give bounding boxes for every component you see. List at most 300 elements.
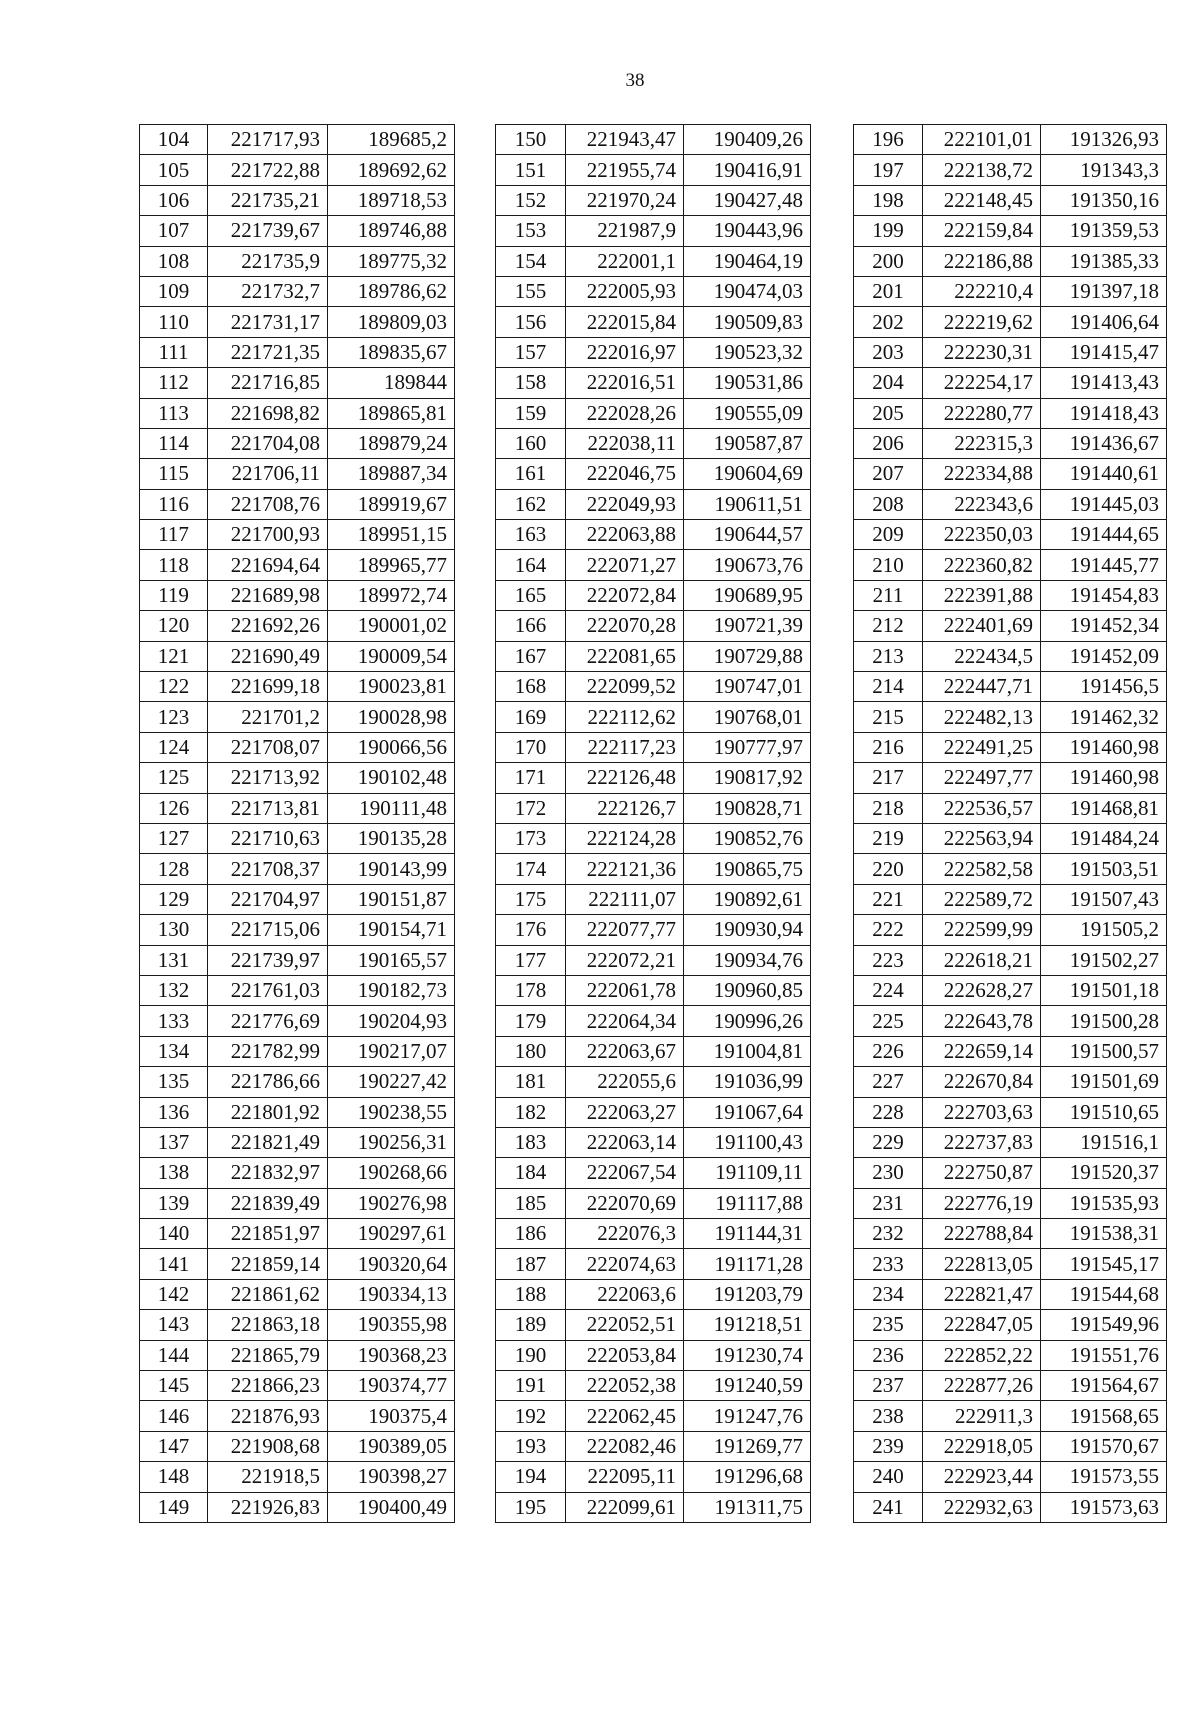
y-coordinate-cell: 191067,64 xyxy=(684,1097,811,1127)
x-coordinate-cell: 222126,48 xyxy=(566,763,684,793)
x-coordinate-cell: 221692,26 xyxy=(208,611,328,641)
x-coordinate-cell: 222918,05 xyxy=(923,1431,1041,1461)
table-row xyxy=(140,1340,455,1370)
y-coordinate-cell: 190389,05 xyxy=(328,1431,455,1461)
table-row xyxy=(140,763,455,793)
point-number-cell: 141 xyxy=(140,1249,208,1279)
table-row xyxy=(854,732,1167,762)
x-coordinate-cell: 222076,3 xyxy=(566,1219,684,1249)
point-number-cell: 229 xyxy=(854,1127,923,1157)
point-number-cell: 161 xyxy=(496,459,566,489)
x-coordinate-cell: 222074,63 xyxy=(566,1249,684,1279)
x-coordinate-cell: 222053,84 xyxy=(566,1340,684,1370)
table-row xyxy=(496,1492,811,1522)
point-number-cell: 227 xyxy=(854,1067,923,1097)
y-coordinate-cell: 189965,77 xyxy=(328,550,455,580)
point-number-cell: 126 xyxy=(140,793,208,823)
x-coordinate-cell: 221776,69 xyxy=(208,1006,328,1036)
y-coordinate-cell: 189887,34 xyxy=(328,459,455,489)
point-number-cell: 176 xyxy=(496,915,566,945)
x-coordinate-cell: 221918,5 xyxy=(208,1462,328,1492)
x-coordinate-cell: 221908,68 xyxy=(208,1431,328,1461)
point-number-cell: 205 xyxy=(854,398,923,428)
table-row xyxy=(140,1036,455,1066)
point-number-cell: 106 xyxy=(140,185,208,215)
y-coordinate-cell: 191468,81 xyxy=(1041,793,1167,823)
y-coordinate-cell: 190747,01 xyxy=(684,672,811,702)
y-coordinate-cell: 191503,51 xyxy=(1041,854,1167,884)
table-row xyxy=(854,1036,1167,1066)
point-number-cell: 151 xyxy=(496,155,566,185)
table-row xyxy=(140,1492,455,1522)
x-coordinate-cell: 222101,01 xyxy=(923,125,1041,155)
point-number-cell: 188 xyxy=(496,1279,566,1309)
x-coordinate-cell: 221710,63 xyxy=(208,823,328,853)
y-coordinate-cell: 191440,61 xyxy=(1041,459,1167,489)
x-coordinate-cell: 222016,51 xyxy=(566,368,684,398)
table-row xyxy=(496,1401,811,1431)
x-coordinate-cell: 222628,27 xyxy=(923,975,1041,1005)
point-number-cell: 119 xyxy=(140,580,208,610)
point-number-cell: 109 xyxy=(140,276,208,306)
y-coordinate-cell: 190151,87 xyxy=(328,884,455,914)
table-row xyxy=(854,854,1167,884)
point-number-cell: 146 xyxy=(140,1401,208,1431)
point-number-cell: 136 xyxy=(140,1097,208,1127)
table-row xyxy=(496,1371,811,1401)
x-coordinate-cell: 222563,94 xyxy=(923,823,1041,853)
point-number-cell: 112 xyxy=(140,368,208,398)
point-number-cell: 192 xyxy=(496,1401,566,1431)
y-coordinate-cell: 190930,94 xyxy=(684,915,811,945)
point-number-cell: 240 xyxy=(854,1462,923,1492)
y-coordinate-cell: 191350,16 xyxy=(1041,185,1167,215)
table-row xyxy=(854,398,1167,428)
y-coordinate-cell: 190865,75 xyxy=(684,854,811,884)
table-row xyxy=(854,276,1167,306)
y-coordinate-cell: 191573,63 xyxy=(1041,1492,1167,1522)
y-coordinate-cell: 191500,57 xyxy=(1041,1036,1167,1066)
table-row xyxy=(854,1279,1167,1309)
x-coordinate-cell: 221732,7 xyxy=(208,276,328,306)
y-coordinate-cell: 190523,32 xyxy=(684,337,811,367)
y-coordinate-cell: 191545,17 xyxy=(1041,1249,1167,1279)
table-row xyxy=(854,1371,1167,1401)
y-coordinate-cell: 190555,09 xyxy=(684,398,811,428)
table-row xyxy=(496,276,811,306)
y-coordinate-cell: 190721,39 xyxy=(684,611,811,641)
x-coordinate-cell: 222434,5 xyxy=(923,641,1041,671)
point-number-cell: 212 xyxy=(854,611,923,641)
x-coordinate-cell: 222124,28 xyxy=(566,823,684,853)
table-row xyxy=(140,155,455,185)
point-number-cell: 169 xyxy=(496,702,566,732)
point-number-cell: 237 xyxy=(854,1371,923,1401)
point-number-cell: 200 xyxy=(854,246,923,276)
y-coordinate-cell: 190143,99 xyxy=(328,854,455,884)
x-coordinate-cell: 222932,63 xyxy=(923,1492,1041,1522)
point-number-cell: 179 xyxy=(496,1006,566,1036)
x-coordinate-cell: 222052,38 xyxy=(566,1371,684,1401)
y-coordinate-cell: 190111,48 xyxy=(328,793,455,823)
y-coordinate-cell: 191109,11 xyxy=(684,1158,811,1188)
point-number-cell: 238 xyxy=(854,1401,923,1431)
y-coordinate-cell: 190028,98 xyxy=(328,702,455,732)
point-number-cell: 186 xyxy=(496,1219,566,1249)
point-number-cell: 123 xyxy=(140,702,208,732)
coordinates-table-1 xyxy=(139,124,455,1523)
x-coordinate-cell: 221708,76 xyxy=(208,489,328,519)
x-coordinate-cell: 222070,69 xyxy=(566,1188,684,1218)
table-row xyxy=(496,915,811,945)
x-coordinate-cell: 222230,31 xyxy=(923,337,1041,367)
point-number-cell: 142 xyxy=(140,1279,208,1309)
x-coordinate-cell: 222813,05 xyxy=(923,1249,1041,1279)
point-number-cell: 118 xyxy=(140,550,208,580)
table-row xyxy=(140,823,455,853)
y-coordinate-cell: 191296,68 xyxy=(684,1462,811,1492)
table-row xyxy=(140,915,455,945)
point-number-cell: 165 xyxy=(496,580,566,610)
y-coordinate-cell: 190852,76 xyxy=(684,823,811,853)
x-coordinate-cell: 221863,18 xyxy=(208,1310,328,1340)
table-row xyxy=(140,1401,455,1431)
table-row xyxy=(496,641,811,671)
y-coordinate-cell: 191445,03 xyxy=(1041,489,1167,519)
x-coordinate-cell: 222911,3 xyxy=(923,1401,1041,1431)
point-number-cell: 185 xyxy=(496,1188,566,1218)
x-coordinate-cell: 222350,03 xyxy=(923,520,1041,550)
y-coordinate-cell: 191413,43 xyxy=(1041,368,1167,398)
x-coordinate-cell: 222877,26 xyxy=(923,1371,1041,1401)
y-coordinate-cell: 191452,34 xyxy=(1041,611,1167,641)
x-coordinate-cell: 222582,58 xyxy=(923,854,1041,884)
x-coordinate-cell: 221943,47 xyxy=(566,125,684,155)
point-number-cell: 202 xyxy=(854,307,923,337)
table-row xyxy=(140,1067,455,1097)
table-row xyxy=(496,1279,811,1309)
x-coordinate-cell: 221704,08 xyxy=(208,428,328,458)
table-row xyxy=(854,702,1167,732)
x-coordinate-cell: 222063,88 xyxy=(566,520,684,550)
table-row xyxy=(854,793,1167,823)
y-coordinate-cell: 191326,93 xyxy=(1041,125,1167,155)
y-coordinate-cell: 190135,28 xyxy=(328,823,455,853)
coordinates-table-3 xyxy=(853,124,1167,1523)
table-row xyxy=(496,459,811,489)
y-coordinate-cell: 190276,98 xyxy=(328,1188,455,1218)
table-row xyxy=(496,1219,811,1249)
point-number-cell: 233 xyxy=(854,1249,923,1279)
table-row xyxy=(854,884,1167,914)
table-row xyxy=(140,1127,455,1157)
table-row xyxy=(854,1310,1167,1340)
point-number-cell: 224 xyxy=(854,975,923,1005)
table-row xyxy=(854,1188,1167,1218)
point-number-cell: 163 xyxy=(496,520,566,550)
point-number-cell: 218 xyxy=(854,793,923,823)
x-coordinate-cell: 221704,97 xyxy=(208,884,328,914)
y-coordinate-cell: 191454,83 xyxy=(1041,580,1167,610)
y-coordinate-cell: 190238,55 xyxy=(328,1097,455,1127)
x-coordinate-cell: 222028,26 xyxy=(566,398,684,428)
point-number-cell: 111 xyxy=(140,337,208,367)
point-number-cell: 206 xyxy=(854,428,923,458)
y-coordinate-cell: 191359,53 xyxy=(1041,216,1167,246)
point-number-cell: 175 xyxy=(496,884,566,914)
point-number-cell: 116 xyxy=(140,489,208,519)
x-coordinate-cell: 221699,18 xyxy=(208,672,328,702)
point-number-cell: 180 xyxy=(496,1036,566,1066)
x-coordinate-cell: 221708,07 xyxy=(208,732,328,762)
table-row xyxy=(854,368,1167,398)
point-number-cell: 174 xyxy=(496,854,566,884)
table-row xyxy=(854,975,1167,1005)
y-coordinate-cell: 191117,88 xyxy=(684,1188,811,1218)
x-coordinate-cell: 222067,54 xyxy=(566,1158,684,1188)
table-row xyxy=(496,823,811,853)
point-number-cell: 196 xyxy=(854,125,923,155)
table-row xyxy=(854,1249,1167,1279)
x-coordinate-cell: 221832,97 xyxy=(208,1158,328,1188)
point-number-cell: 177 xyxy=(496,945,566,975)
x-coordinate-cell: 222049,93 xyxy=(566,489,684,519)
table-row xyxy=(496,520,811,550)
x-coordinate-cell: 222126,7 xyxy=(566,793,684,823)
y-coordinate-cell: 191203,79 xyxy=(684,1279,811,1309)
point-number-cell: 182 xyxy=(496,1097,566,1127)
x-coordinate-cell: 222750,87 xyxy=(923,1158,1041,1188)
point-number-cell: 157 xyxy=(496,337,566,367)
table-row xyxy=(140,1188,455,1218)
x-coordinate-cell: 222046,75 xyxy=(566,459,684,489)
y-coordinate-cell: 190611,51 xyxy=(684,489,811,519)
table-row xyxy=(496,1036,811,1066)
x-coordinate-cell: 221926,83 xyxy=(208,1492,328,1522)
x-coordinate-cell: 222082,46 xyxy=(566,1431,684,1461)
table-row xyxy=(496,884,811,914)
table-row xyxy=(140,428,455,458)
table-row xyxy=(854,823,1167,853)
point-number-cell: 197 xyxy=(854,155,923,185)
point-number-cell: 219 xyxy=(854,823,923,853)
table-row xyxy=(496,155,811,185)
y-coordinate-cell: 190204,93 xyxy=(328,1006,455,1036)
point-number-cell: 139 xyxy=(140,1188,208,1218)
point-number-cell: 170 xyxy=(496,732,566,762)
x-coordinate-cell: 221690,49 xyxy=(208,641,328,671)
x-coordinate-cell: 221987,9 xyxy=(566,216,684,246)
y-coordinate-cell: 190001,02 xyxy=(328,611,455,641)
y-coordinate-cell: 191452,09 xyxy=(1041,641,1167,671)
y-coordinate-cell: 190427,48 xyxy=(684,185,811,215)
y-coordinate-cell: 191462,32 xyxy=(1041,702,1167,732)
y-coordinate-cell: 190009,54 xyxy=(328,641,455,671)
table-row xyxy=(854,1340,1167,1370)
point-number-cell: 228 xyxy=(854,1097,923,1127)
point-number-cell: 187 xyxy=(496,1249,566,1279)
y-coordinate-cell: 191460,98 xyxy=(1041,763,1167,793)
point-number-cell: 225 xyxy=(854,1006,923,1036)
y-coordinate-cell: 190531,86 xyxy=(684,368,811,398)
table-row xyxy=(496,854,811,884)
point-number-cell: 122 xyxy=(140,672,208,702)
point-number-cell: 108 xyxy=(140,246,208,276)
point-number-cell: 166 xyxy=(496,611,566,641)
y-coordinate-cell: 190673,76 xyxy=(684,550,811,580)
y-coordinate-cell: 191568,65 xyxy=(1041,1401,1167,1431)
point-number-cell: 138 xyxy=(140,1158,208,1188)
point-number-cell: 168 xyxy=(496,672,566,702)
point-number-cell: 152 xyxy=(496,185,566,215)
point-number-cell: 190 xyxy=(496,1340,566,1370)
point-number-cell: 235 xyxy=(854,1310,923,1340)
y-coordinate-cell: 191397,18 xyxy=(1041,276,1167,306)
point-number-cell: 171 xyxy=(496,763,566,793)
y-coordinate-cell: 190256,31 xyxy=(328,1127,455,1157)
x-coordinate-cell: 222159,84 xyxy=(923,216,1041,246)
x-coordinate-cell: 222148,45 xyxy=(923,185,1041,215)
x-coordinate-cell: 222072,21 xyxy=(566,945,684,975)
table-row xyxy=(140,1462,455,1492)
point-number-cell: 125 xyxy=(140,763,208,793)
point-number-cell: 220 xyxy=(854,854,923,884)
table-row xyxy=(140,276,455,306)
x-coordinate-cell: 221715,06 xyxy=(208,915,328,945)
y-coordinate-cell: 190066,56 xyxy=(328,732,455,762)
x-coordinate-cell: 222186,88 xyxy=(923,246,1041,276)
y-coordinate-cell: 191311,75 xyxy=(684,1492,811,1522)
x-coordinate-cell: 222737,83 xyxy=(923,1127,1041,1157)
table-row xyxy=(496,125,811,155)
point-number-cell: 149 xyxy=(140,1492,208,1522)
x-coordinate-cell: 221761,03 xyxy=(208,975,328,1005)
point-number-cell: 144 xyxy=(140,1340,208,1370)
point-number-cell: 115 xyxy=(140,459,208,489)
table-row xyxy=(140,975,455,1005)
point-number-cell: 214 xyxy=(854,672,923,702)
table-row xyxy=(140,1006,455,1036)
table-row xyxy=(140,185,455,215)
x-coordinate-cell: 222847,05 xyxy=(923,1310,1041,1340)
table-row xyxy=(496,368,811,398)
x-coordinate-cell: 222659,14 xyxy=(923,1036,1041,1066)
page-number: 38 xyxy=(625,70,645,91)
y-coordinate-cell: 191484,24 xyxy=(1041,823,1167,853)
table-row xyxy=(854,945,1167,975)
y-coordinate-cell: 189865,81 xyxy=(328,398,455,428)
y-coordinate-cell: 190320,64 xyxy=(328,1249,455,1279)
y-coordinate-cell: 190334,13 xyxy=(328,1279,455,1309)
y-coordinate-cell: 191544,68 xyxy=(1041,1279,1167,1309)
point-number-cell: 120 xyxy=(140,611,208,641)
point-number-cell: 128 xyxy=(140,854,208,884)
table-row xyxy=(854,1006,1167,1036)
point-number-cell: 140 xyxy=(140,1219,208,1249)
y-coordinate-cell: 189685,2 xyxy=(328,125,455,155)
y-coordinate-cell: 191549,96 xyxy=(1041,1310,1167,1340)
table-row xyxy=(496,1310,811,1340)
point-number-cell: 160 xyxy=(496,428,566,458)
x-coordinate-cell: 221689,98 xyxy=(208,580,328,610)
point-number-cell: 236 xyxy=(854,1340,923,1370)
y-coordinate-cell: 191144,31 xyxy=(684,1219,811,1249)
y-coordinate-cell: 190374,77 xyxy=(328,1371,455,1401)
x-coordinate-cell: 222015,84 xyxy=(566,307,684,337)
y-coordinate-cell: 189844 xyxy=(328,368,455,398)
table-row xyxy=(140,550,455,580)
y-coordinate-cell: 191444,65 xyxy=(1041,520,1167,550)
point-number-cell: 213 xyxy=(854,641,923,671)
point-number-cell: 131 xyxy=(140,945,208,975)
y-coordinate-cell: 190355,98 xyxy=(328,1310,455,1340)
point-number-cell: 145 xyxy=(140,1371,208,1401)
point-number-cell: 155 xyxy=(496,276,566,306)
y-coordinate-cell: 190443,96 xyxy=(684,216,811,246)
x-coordinate-cell: 222497,77 xyxy=(923,763,1041,793)
y-coordinate-cell: 189718,53 xyxy=(328,185,455,215)
table-row xyxy=(496,1006,811,1036)
x-coordinate-cell: 222923,44 xyxy=(923,1462,1041,1492)
x-coordinate-cell: 222099,52 xyxy=(566,672,684,702)
y-coordinate-cell: 191538,31 xyxy=(1041,1219,1167,1249)
table-row xyxy=(854,672,1167,702)
point-number-cell: 204 xyxy=(854,368,923,398)
table-row xyxy=(140,884,455,914)
point-number-cell: 181 xyxy=(496,1067,566,1097)
x-coordinate-cell: 221739,97 xyxy=(208,945,328,975)
table-row xyxy=(496,1127,811,1157)
table-row xyxy=(854,1431,1167,1461)
y-coordinate-cell: 191218,51 xyxy=(684,1310,811,1340)
y-coordinate-cell: 191500,28 xyxy=(1041,1006,1167,1036)
y-coordinate-cell: 191343,3 xyxy=(1041,155,1167,185)
point-number-cell: 150 xyxy=(496,125,566,155)
point-number-cell: 130 xyxy=(140,915,208,945)
point-number-cell: 105 xyxy=(140,155,208,185)
table-row xyxy=(496,1340,811,1370)
y-coordinate-cell: 190409,26 xyxy=(684,125,811,155)
y-coordinate-cell: 191460,98 xyxy=(1041,732,1167,762)
y-coordinate-cell: 191456,5 xyxy=(1041,672,1167,702)
point-number-cell: 134 xyxy=(140,1036,208,1066)
y-coordinate-cell: 191269,77 xyxy=(684,1431,811,1461)
y-coordinate-cell: 189786,62 xyxy=(328,276,455,306)
point-number-cell: 209 xyxy=(854,520,923,550)
table-row xyxy=(496,1249,811,1279)
point-number-cell: 156 xyxy=(496,307,566,337)
table-row xyxy=(140,125,455,155)
x-coordinate-cell: 222334,88 xyxy=(923,459,1041,489)
table-row xyxy=(140,641,455,671)
x-coordinate-cell: 221859,14 xyxy=(208,1249,328,1279)
point-number-cell: 114 xyxy=(140,428,208,458)
table-row xyxy=(140,1219,455,1249)
x-coordinate-cell: 221722,88 xyxy=(208,155,328,185)
point-number-cell: 148 xyxy=(140,1462,208,1492)
x-coordinate-cell: 222111,07 xyxy=(566,884,684,914)
table-row xyxy=(854,246,1167,276)
point-number-cell: 230 xyxy=(854,1158,923,1188)
point-number-cell: 203 xyxy=(854,337,923,367)
y-coordinate-cell: 190587,87 xyxy=(684,428,811,458)
table-row xyxy=(854,1127,1167,1157)
table-row xyxy=(140,459,455,489)
y-coordinate-cell: 190217,07 xyxy=(328,1036,455,1066)
x-coordinate-cell: 222063,27 xyxy=(566,1097,684,1127)
y-coordinate-cell: 191501,69 xyxy=(1041,1067,1167,1097)
point-number-cell: 162 xyxy=(496,489,566,519)
